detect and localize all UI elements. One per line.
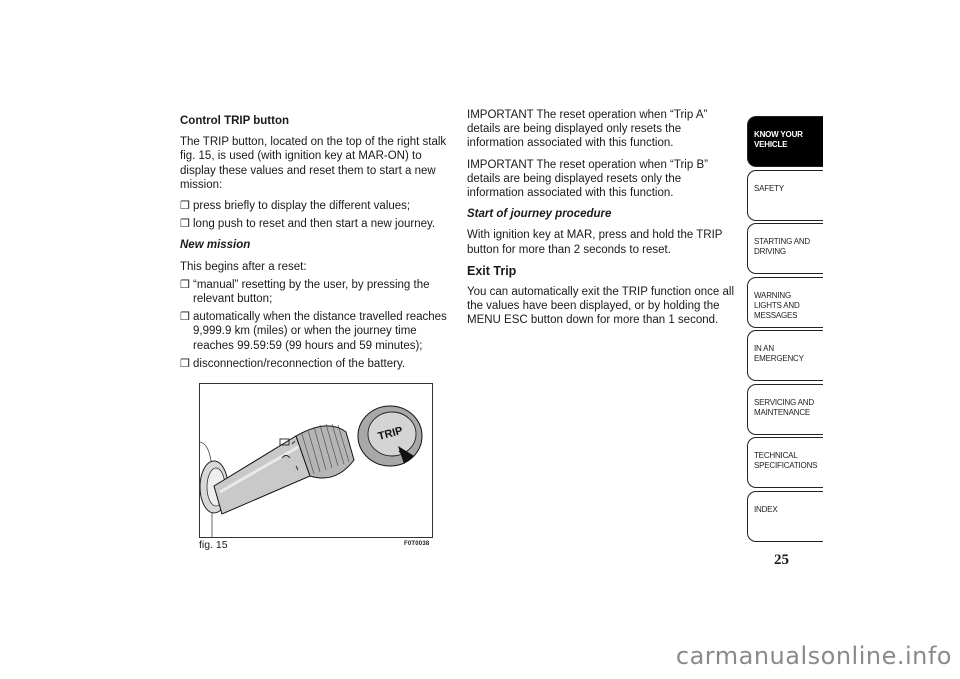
checkbox-bullet-icon: ❒ xyxy=(180,200,190,213)
list-item: ❒ disconnection/reconnection of the battery. xyxy=(180,357,406,370)
watermark: carmanualsonline.info xyxy=(675,642,952,670)
tab-warning-lights[interactable]: WARNING LIGHTS AND MESSAGES xyxy=(747,277,823,328)
figure-code: F0T0038 xyxy=(404,541,430,547)
start-journey-text: With ignition key at MAR, press and hold the TRIP button for more than 2 seconds to reset. xyxy=(467,229,723,256)
tab-starting-and-driving[interactable]: STARTING AND DRIVING xyxy=(747,223,823,274)
exit-trip-heading: Exit Trip xyxy=(467,263,517,278)
checkbox-bullet-icon: ❒ xyxy=(180,218,190,231)
list-item: ❒ press briefly to display the different values; xyxy=(180,200,411,213)
reset-intro: This begins after a reset: xyxy=(180,260,307,273)
tab-index[interactable]: INDEX xyxy=(747,491,823,542)
checkbox-bullet-icon: ❒ xyxy=(180,357,190,370)
important-note-trip-a: IMPORTANT The reset operation when “Trip A” details are being displayed only resets the information associated with this function. xyxy=(467,109,708,150)
list-item: ❒ automatically when the distance travelled reaches 9,999.9 km (miles) or when the journey time reaches 99.59:59 (99 hours and 59 minutes); xyxy=(180,311,447,352)
wiper-stalk-illustration-icon xyxy=(199,383,433,538)
reset-conditions-list xyxy=(180,278,452,371)
left-column xyxy=(180,114,452,378)
tab-know-your-vehicle[interactable]: KNOW YOUR VEHICLE xyxy=(747,116,823,167)
trip-usage-list xyxy=(180,199,452,231)
section-heading: Control TRIP button xyxy=(180,115,290,127)
tab-servicing-and-maintenance[interactable]: SERVICING AND MAINTENANCE xyxy=(747,384,823,435)
figure-caption: fig. 15 xyxy=(199,539,228,551)
trip-button-label: TRIP xyxy=(376,424,405,443)
tab-in-an-emergency[interactable]: IN AN EMERGENCY xyxy=(747,330,823,381)
checkbox-bullet-icon: ❒ xyxy=(180,311,190,324)
start-journey-heading: Start of journey procedure xyxy=(467,208,612,221)
chapter-tabs xyxy=(747,116,823,544)
important-note-trip-b: IMPORTANT The reset operation when “Trip B” details are being displayed resets only the information associated with this function. xyxy=(467,158,708,200)
page-number: 25 xyxy=(774,552,789,568)
exit-trip-text: You can automatically exit the TRIP function once all the values have been displayed, or by holding the MENU ESC button down for more than 1 second. xyxy=(467,286,735,327)
list-item: ❒ long push to reset and then start a new journey. xyxy=(180,218,436,231)
tab-safety[interactable]: SAFETY xyxy=(747,170,823,221)
tab-technical-specifications[interactable]: TECHNICAL SPECIFICATIONS xyxy=(747,437,823,488)
intro-paragraph: The TRIP button, located on the top of the right stalk fig. 15, is used (with ignition key at MAR-ON) to display these values and reset them to start a new mission: xyxy=(180,136,447,191)
right-column xyxy=(467,108,739,335)
list-item: ❒ “manual” resetting by the user, by pressing the relevant button; xyxy=(180,278,430,306)
new-mission-heading: New mission xyxy=(180,239,251,252)
checkbox-bullet-icon: ❒ xyxy=(180,278,190,291)
